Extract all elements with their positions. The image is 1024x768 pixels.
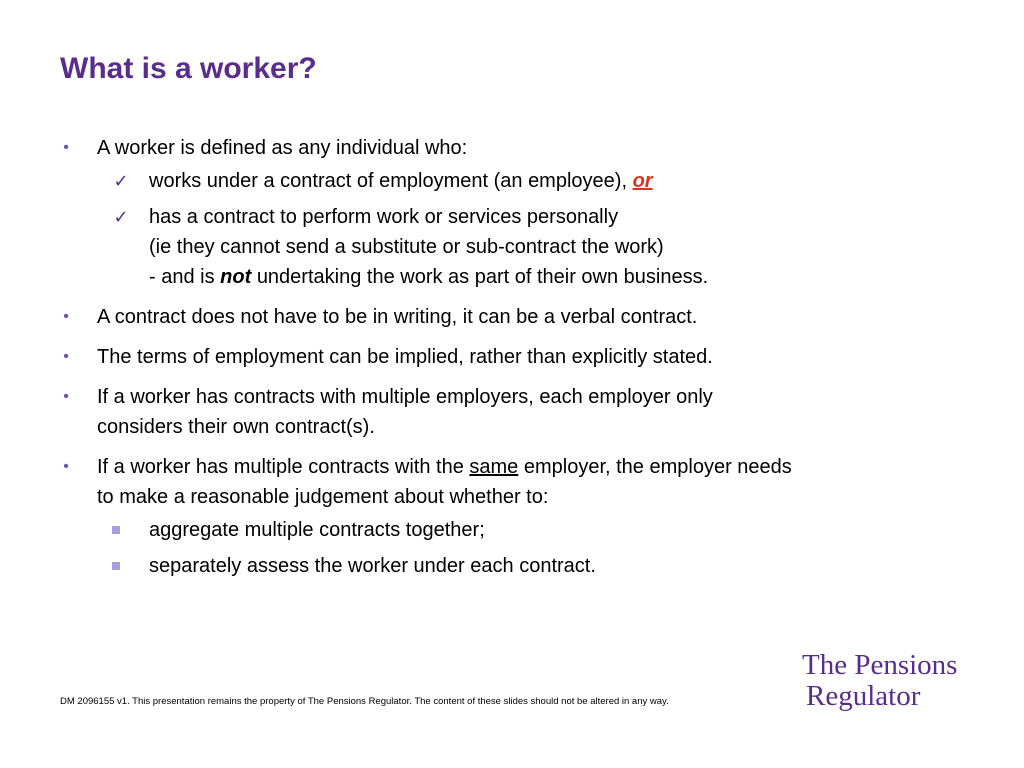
- footer-disclaimer: DM 2096155 v1. This presentation remains the property of The Pensions Regulator. The content of these slides should not be altered in any way.: [60, 696, 669, 707]
- bullet-line-1: [97, 452, 976, 482]
- bullet-line-2: to make a reasonable judgement about whether to:: [97, 486, 549, 508]
- bullet-implied-terms: [56, 342, 976, 372]
- bullet-verbal-contract: [56, 302, 976, 332]
- bullet-line-2: considers their own contract(s).: [97, 416, 375, 438]
- pensions-regulator-logo: [802, 650, 957, 712]
- checklist-line-2: (ie they cannot send a substitute or sub-contract the work): [149, 236, 664, 258]
- bullet-dot-icon: •: [63, 139, 69, 156]
- bullet-same-employer: [56, 452, 976, 581]
- bullet-text: The terms of employment can be implied, rather than explicitly stated.: [97, 346, 713, 368]
- bullet-line-1: If a worker has contracts with multiple employers, each employer only: [97, 386, 713, 408]
- bullet-dot-icon: •: [63, 458, 69, 475]
- slide-title: What is a worker?: [60, 52, 317, 85]
- bullet-suffix: employer, the employer needs: [523, 456, 792, 478]
- line-3-prefix: - and is: [149, 266, 215, 288]
- sub-bullet-separate: [97, 551, 976, 581]
- sub-bullet-text: separately assess the worker under each contract.: [149, 555, 596, 577]
- checklist-item-employee: [97, 166, 976, 196]
- checklist-line-1: has a contract to perform work or services personally: [149, 206, 619, 228]
- bullet-multiple-employers: [56, 382, 976, 442]
- bullet-dot-icon: •: [63, 308, 69, 325]
- sub-bullet-list: [97, 515, 976, 581]
- checklist-text: works under a contract of employment (an employee),: [149, 170, 627, 192]
- checklist: [97, 166, 976, 292]
- logo-line-2: Regulator: [806, 680, 921, 712]
- checklist-item-personal-service: [97, 202, 976, 292]
- checklist-line-3: [149, 262, 976, 292]
- square-bullet-icon: [112, 562, 120, 570]
- line-3-suffix: undertaking the work as part of their own business.: [256, 266, 709, 288]
- logo-line-1: The Pensions: [802, 649, 958, 681]
- bullet-worker-definition: [56, 133, 976, 292]
- square-bullet-icon: [112, 526, 120, 534]
- checkmark-icon: ✓: [113, 207, 129, 227]
- emphasis-or: or: [632, 170, 653, 192]
- bullet-dot-icon: •: [63, 348, 69, 365]
- emphasis-same: same: [469, 456, 519, 478]
- bullet-dot-icon: •: [63, 388, 69, 405]
- sub-bullet-text: aggregate multiple contracts together;: [149, 519, 485, 541]
- slide-body: [56, 133, 976, 591]
- checkmark-icon: ✓: [113, 171, 129, 191]
- bullet-text: A worker is defined as any individual who:: [97, 137, 468, 159]
- bullet-text: A contract does not have to be in writing, it can be a verbal contract.: [97, 306, 698, 328]
- bullet-prefix: If a worker has multiple contracts with the: [97, 456, 464, 478]
- emphasis-not: not: [220, 266, 252, 288]
- sub-bullet-aggregate: [97, 515, 976, 545]
